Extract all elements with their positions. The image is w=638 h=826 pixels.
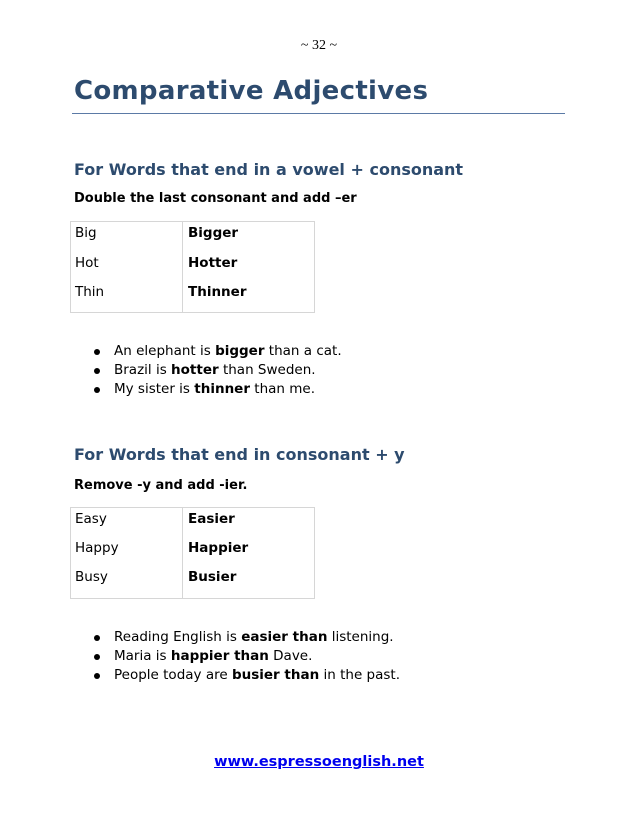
example-list-vowel-consonant: [94, 342, 342, 399]
table-column-divider: [182, 222, 183, 312]
bullet-icon: [94, 654, 100, 660]
bullet-icon: [94, 349, 100, 355]
list-item: [94, 380, 342, 399]
example-text: Reading English is: [114, 629, 242, 645]
bullet-icon: [94, 635, 100, 641]
list-item: [94, 628, 400, 647]
example-bold-word: happier than: [170, 648, 269, 664]
list-item: [94, 666, 400, 685]
table-cell-base: Big: [75, 225, 97, 241]
bullet-icon: [94, 673, 100, 679]
table-cell-base: Busy: [75, 569, 108, 585]
example-text: People today are: [114, 667, 232, 683]
example-bold-word: thinner: [194, 381, 250, 397]
table-cell-comparative: Hotter: [188, 255, 238, 271]
table-cell-comparative: Easier: [188, 511, 235, 527]
list-item: [94, 361, 342, 380]
example-text: Maria is: [114, 648, 171, 664]
example-text: My sister is: [114, 381, 195, 397]
bullet-icon: [94, 368, 100, 374]
section-rule-double-consonant: Double the last consonant and add –er: [74, 191, 357, 206]
example-text: Dave.: [268, 648, 313, 664]
table-cell-base: Happy: [75, 540, 119, 556]
table-cell-comparative: Bigger: [188, 225, 239, 241]
table-cell-comparative: Happier: [188, 540, 249, 556]
section-heading-consonant-y: For Words that end in consonant + y: [74, 445, 405, 464]
example-text: than Sweden.: [218, 362, 316, 378]
example-text: An elephant is: [114, 343, 216, 359]
section-heading-vowel-consonant: For Words that end in a vowel + consonant: [74, 160, 464, 179]
example-bold-word: bigger: [215, 343, 265, 359]
example-text: listening.: [327, 629, 394, 645]
word-table-vowel-consonant: [70, 221, 315, 313]
table-column-divider: [182, 508, 183, 598]
table-cell-comparative: Thinner: [188, 284, 247, 300]
bullet-icon: [94, 387, 100, 393]
list-item: [94, 647, 400, 666]
example-bold-word: easier than: [241, 629, 328, 645]
page-number: ~ 32 ~: [300, 38, 338, 53]
example-text: than me.: [250, 381, 316, 397]
word-table-consonant-y: [70, 507, 315, 599]
title-underline: [72, 113, 565, 114]
table-cell-base: Thin: [75, 284, 105, 300]
example-bold-word: hotter: [171, 362, 219, 378]
table-cell-base: Easy: [75, 511, 107, 527]
section-rule-remove-y: Remove -y and add -ier.: [74, 478, 248, 493]
list-item: [94, 342, 342, 361]
table-cell-comparative: Busier: [188, 569, 237, 585]
example-text: than a cat.: [264, 343, 342, 359]
example-text: Brazil is: [114, 362, 172, 378]
page-title: Comparative Adjectives: [74, 76, 429, 106]
example-list-consonant-y: [94, 628, 400, 685]
example-bold-word: busier than: [231, 667, 320, 683]
footer-website-link[interactable]: www.espressoenglish.net: [214, 754, 424, 770]
example-text: in the past.: [319, 667, 400, 683]
table-cell-base: Hot: [75, 255, 99, 271]
